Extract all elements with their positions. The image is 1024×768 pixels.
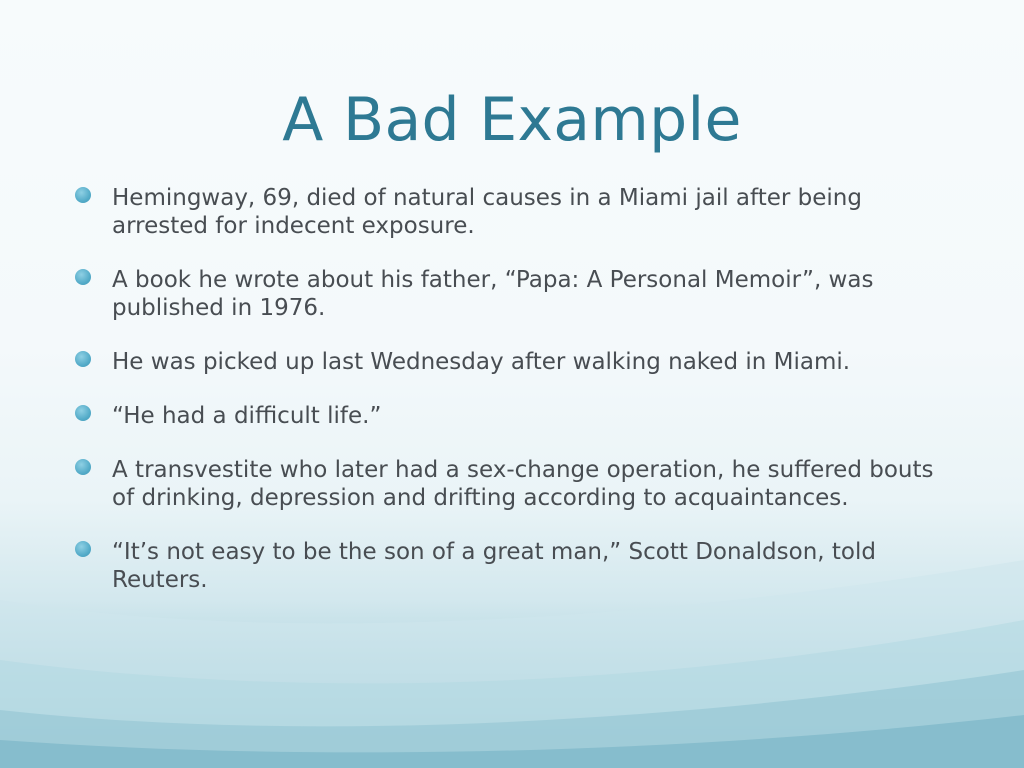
bullet-item (72, 402, 942, 430)
bullet-text: He was picked up last Wednesday after walking naked in Miami. (112, 349, 851, 375)
bullet-dot-icon (75, 459, 91, 475)
bullet-dot-icon (75, 269, 91, 285)
bullet-text: “He had a difficult life.” (112, 403, 382, 429)
bullet-list (72, 184, 942, 620)
bullet-item (72, 538, 942, 594)
slide-title: A Bad Example (282, 85, 742, 155)
bullet-text: A book he wrote about his father, “Papa: A Personal Memoir”, was published in 1976. (112, 267, 874, 321)
bullet-item (72, 266, 942, 322)
bullet-text: Hemingway, 69, died of natural causes in a Miami jail after being arrested for indecent exposure. (112, 185, 862, 239)
bullet-dot-icon (75, 541, 91, 557)
bullet-text: “It’s not easy to be the son of a great man,” Scott Donaldson, told Reuters. (112, 539, 876, 593)
bullet-dot-icon (75, 405, 91, 421)
bullet-item (72, 456, 942, 512)
bullet-dot-icon (75, 351, 91, 367)
bullet-dot-icon (75, 187, 91, 203)
bullet-item (72, 184, 942, 240)
bullet-text: A transvestite who later had a sex-change operation, he suffered bouts of drinking, depression and drifting according to acquaintances. (112, 457, 934, 511)
bullet-item (72, 348, 942, 376)
